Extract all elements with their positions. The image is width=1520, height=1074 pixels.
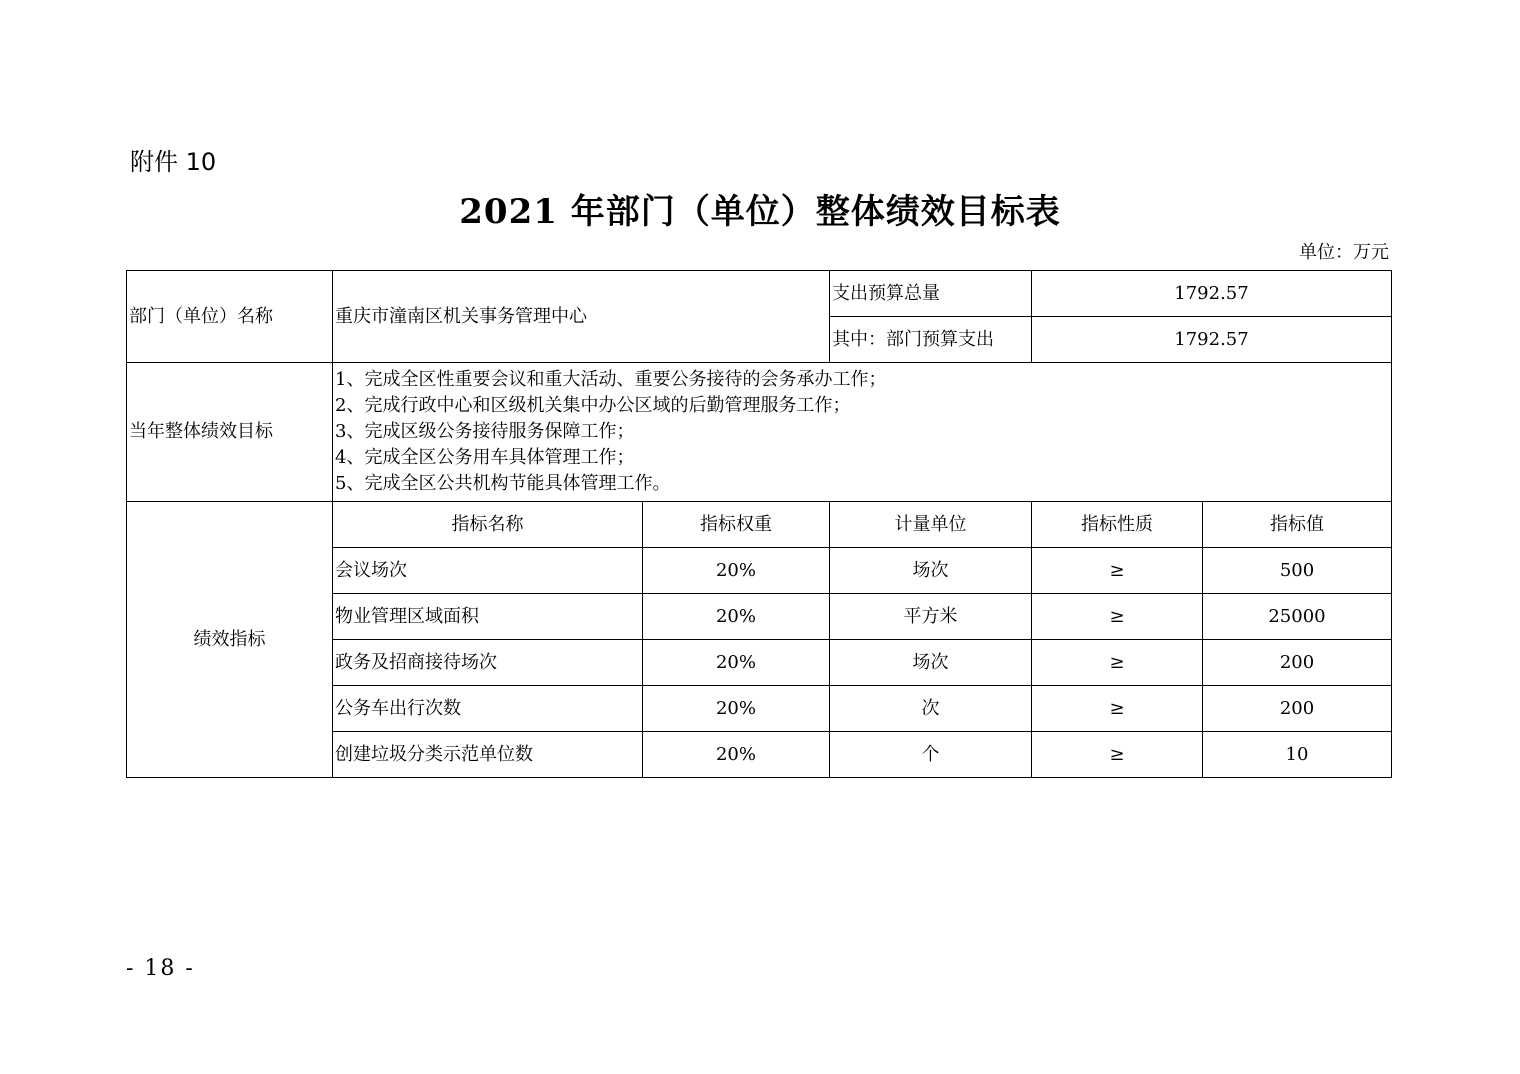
indicator-unit: 个 <box>830 732 1032 778</box>
dept-budget-value-cell: 1792.57 <box>1032 317 1392 363</box>
total-budget-value-cell: 1792.57 <box>1032 271 1392 317</box>
goal-item: 1、完成全区性重要会议和重大活动、重要公务接待的会务承办工作； <box>335 369 887 390</box>
unit-note: 单位：万元 <box>1299 242 1389 263</box>
indicator-value: 500 <box>1203 548 1392 594</box>
column-header-nature: 指标性质 <box>1032 502 1203 548</box>
dept-name-cell: 重庆市潼南区机关事务管理中心 <box>333 271 830 363</box>
indicator-header-row <box>127 502 1392 548</box>
indicator-unit: 次 <box>830 686 1032 732</box>
indicator-nature: ≥ <box>1032 732 1203 778</box>
column-header-weight: 指标权重 <box>643 502 830 548</box>
dept-budget-label-cell: 其中：部门预算支出 <box>830 317 1032 363</box>
indicator-unit: 平方米 <box>830 594 1032 640</box>
goal-item: 4、完成全区公务用车具体管理工作； <box>335 447 635 468</box>
indicator-value: 25000 <box>1203 594 1392 640</box>
indicator-weight: 20% <box>643 548 830 594</box>
indicator-weight: 20% <box>643 732 830 778</box>
indicator-name: 公务车出行次数 <box>333 686 643 732</box>
total-budget-label-cell: 支出预算总量 <box>830 271 1032 317</box>
indicator-weight: 20% <box>643 686 830 732</box>
dept-label-cell: 部门（单位）名称 <box>127 271 333 363</box>
indicator-weight: 20% <box>643 640 830 686</box>
indicator-value: 200 <box>1203 640 1392 686</box>
column-header-name: 指标名称 <box>333 502 643 548</box>
column-header-value: 指标值 <box>1203 502 1392 548</box>
performance-table <box>126 270 1392 778</box>
goals-row <box>127 363 1392 502</box>
goal-item: 5、完成全区公共机构节能具体管理工作。 <box>335 473 671 494</box>
indicator-value: 200 <box>1203 686 1392 732</box>
indicator-name: 会议场次 <box>333 548 643 594</box>
header-row-1 <box>127 271 1392 317</box>
document-title: 2021 年部门（单位）整体绩效目标表 <box>459 192 1061 232</box>
goal-item: 3、完成区级公务接待服务保障工作； <box>335 421 635 442</box>
goal-item: 2、完成行政中心和区级机关集中办公区域的后勤管理服务工作； <box>335 395 851 416</box>
indicator-value: 10 <box>1203 732 1392 778</box>
indicator-nature: ≥ <box>1032 548 1203 594</box>
indicator-nature: ≥ <box>1032 640 1203 686</box>
indicator-nature: ≥ <box>1032 686 1203 732</box>
page-number: - 18 - <box>126 956 195 981</box>
indicator-unit: 场次 <box>830 548 1032 594</box>
indicator-unit: 场次 <box>830 640 1032 686</box>
indicator-nature: ≥ <box>1032 594 1203 640</box>
indicators-label-cell: 绩效指标 <box>127 502 333 778</box>
indicator-name: 政务及招商接待场次 <box>333 640 643 686</box>
indicator-weight: 20% <box>643 594 830 640</box>
column-header-unit: 计量单位 <box>830 502 1032 548</box>
goals-content-cell <box>333 363 1392 502</box>
attachment-label: 附件 10 <box>130 148 217 176</box>
goals-label-cell: 当年整体绩效目标 <box>127 363 333 502</box>
indicator-name: 物业管理区域面积 <box>333 594 643 640</box>
indicator-name: 创建垃圾分类示范单位数 <box>333 732 643 778</box>
